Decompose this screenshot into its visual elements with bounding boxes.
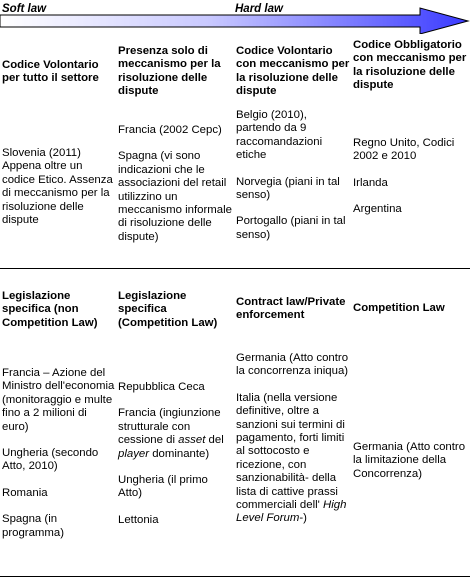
header-codice-obbligatorio: Codice Obbligatorio con meccanismo per la risoluzione delle dispute bbox=[353, 39, 467, 92]
list-item: Francia (ingiunzione strutturale con cessione di asset del player dominante) bbox=[118, 407, 224, 460]
list-item: Ungheria (il primo Atto) bbox=[118, 474, 208, 500]
list-item: Belgio (2010), partendo da 9 raccomandazioni etiche bbox=[236, 109, 323, 162]
list-item: Francia – Azione del Ministro dell'economia (monitoraggio e multe fino a 2 milioni di euro) bbox=[2, 367, 115, 433]
list-item: Lettonia bbox=[118, 513, 159, 526]
list-item: Argentina bbox=[353, 203, 402, 216]
header-contract-law: Contract law/Private enforcement bbox=[236, 296, 346, 322]
header-codice-volontario-settore: Codice Volontario per tutto il settore bbox=[2, 59, 99, 85]
list-item: Spagna (vi sono indicazioni che le associazioni del retail utilizzino un meccanismo informale di risoluzione delle dispute) bbox=[118, 150, 232, 243]
list-item: Francia (2002 Cepc) bbox=[118, 124, 222, 136]
list-item: Regno Unito, Codici 2002 e 2010 bbox=[353, 137, 455, 163]
section-divider bbox=[0, 268, 470, 269]
list-item: Repubblica Ceca bbox=[118, 381, 205, 393]
row2-col3-body bbox=[236, 352, 352, 526]
bottom-divider bbox=[0, 576, 470, 577]
list-item: Ungheria (secondo Atto, 2010) bbox=[2, 447, 99, 473]
row1-col4-body bbox=[353, 137, 467, 217]
soft-law-label: Soft law bbox=[2, 3, 47, 15]
list-item: Slovenia (2011) Appena oltre un codice Etico. Assenza di meccanismo per la risoluzione delle dispute bbox=[2, 147, 113, 227]
header-legislazione-non-competition: Legislazione specifica (non Competition Law) bbox=[2, 290, 98, 329]
list-item: Romania bbox=[2, 486, 48, 499]
row1-col3-body bbox=[236, 109, 350, 242]
row2-col1-body bbox=[2, 367, 116, 540]
list-item: Italia (nella versione definitive, oltre a sanzioni sui termini di pagamento, forti limiti al sottocosto e ricezione, con sanzionabilità- della lista di cattive prassi commerciali dell' High Level Forum-) bbox=[236, 391, 347, 525]
row2-col2-body bbox=[118, 381, 234, 527]
list-item: Spagna (in programma) bbox=[2, 513, 65, 539]
list-item: Irlanda bbox=[353, 176, 388, 189]
row1-col2-body bbox=[118, 124, 234, 244]
row1-col1-body bbox=[2, 147, 114, 227]
list-item: Portogallo (piani in tal senso) bbox=[236, 215, 346, 241]
header-competition-law: Competition Law bbox=[353, 302, 445, 314]
list-item: Norvegia (piani in tal senso) bbox=[236, 175, 340, 202]
header-codice-volontario-meccanismo: Codice Volontario con meccanismo per la risoluzione delle dispute bbox=[236, 45, 350, 98]
header-legislazione-competition: Legislazione specifica (Competition Law) bbox=[118, 290, 218, 329]
header-solo-meccanismo: Presenza solo di meccanismo per la risoluzione delle dispute bbox=[118, 45, 221, 98]
list-item: Germania (Atto contro la concorrenza iniqua) bbox=[236, 352, 349, 378]
hard-law-label: Hard law bbox=[235, 3, 283, 15]
row2-col4-body bbox=[353, 441, 467, 481]
list-item: Germania (Atto contro la limitazione della Concorrenza) bbox=[353, 441, 466, 480]
